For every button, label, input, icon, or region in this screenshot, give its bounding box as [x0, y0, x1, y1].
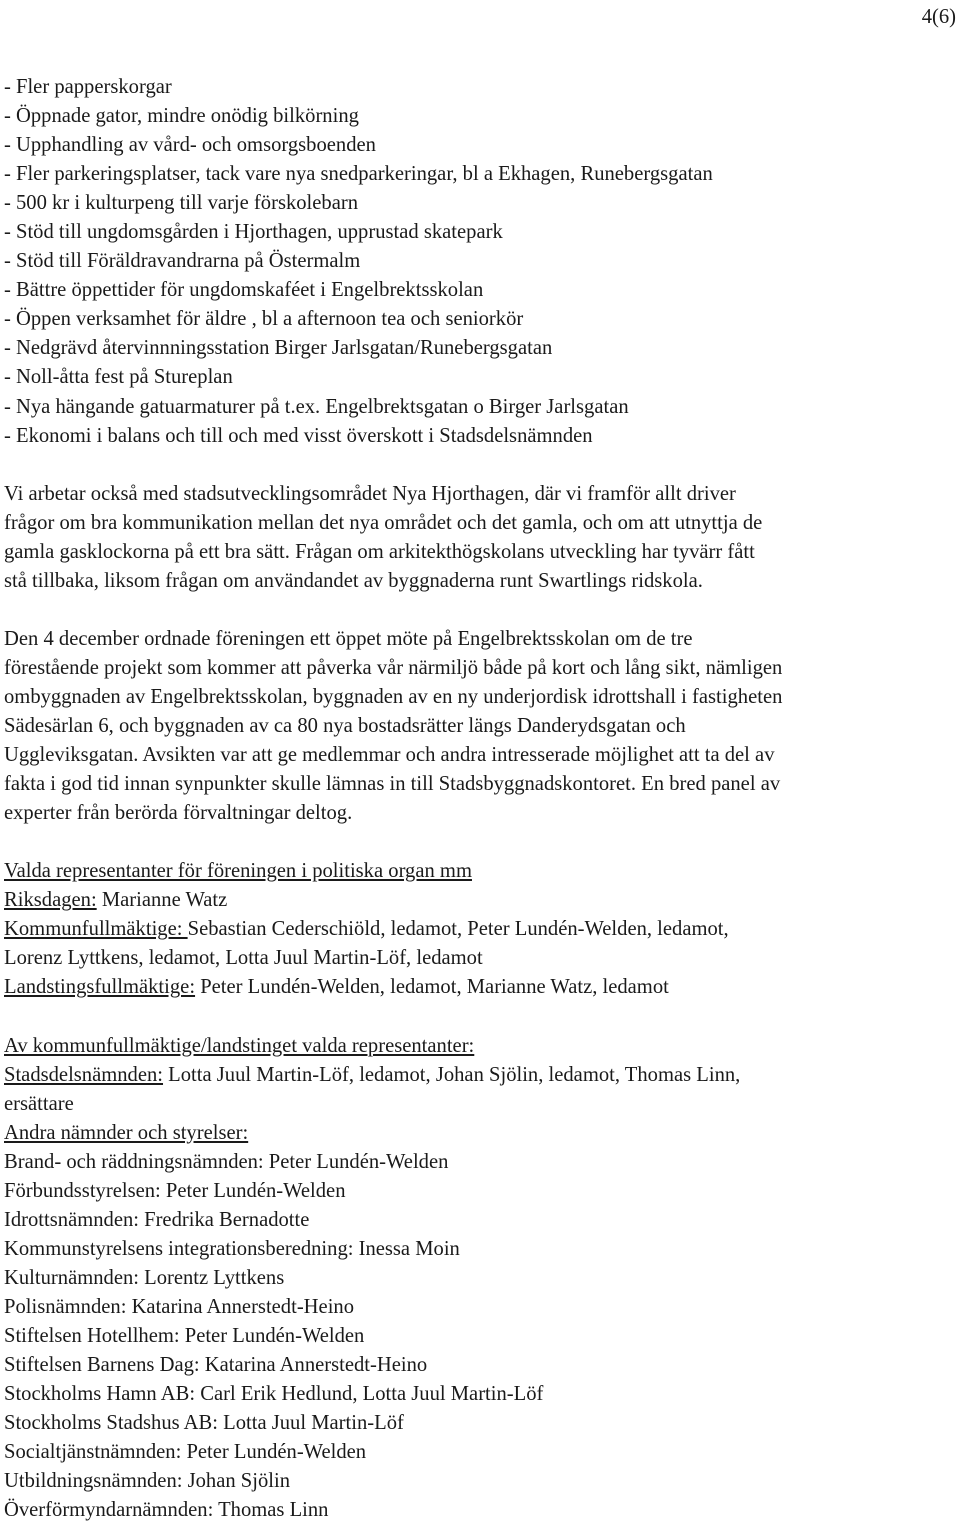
- list-item: - Bättre öppettider för ungdomskaféet i Engelbrektsskolan: [4, 279, 484, 302]
- section-heading: [4, 1032, 954, 1061]
- kommun-line: [4, 915, 954, 944]
- spacer: [4, 596, 954, 625]
- board-item: Polisnämnden: Katarina Annerstedt-Heino: [4, 1295, 355, 1318]
- board-item: Stiftelsen Barnens Dag: Katarina Annerstedt-Heino: [4, 1354, 428, 1377]
- board-item: Brand- och räddningsnämnden: Peter Lundén-Welden: [4, 1150, 449, 1173]
- list-item: - Fler papperskorgar: [4, 76, 172, 98]
- paragraph-line: Sädesärlan 6, och byggnaden av ca 80 nya bostadsrätter längs Danderydsgatan och: [4, 715, 686, 738]
- board-item: Utbildningsnämnden: Johan Sjölin: [4, 1470, 291, 1493]
- list-item: - Stöd till Föräldravandrarna på Östermalm: [4, 250, 361, 273]
- paragraph-line: förestående projekt som kommer att påverka vår närmiljö både på kort och lång sikt, nämligen: [4, 656, 783, 679]
- landsting-label: Landstingsfullmäktige:: [4, 976, 196, 999]
- board-item: Stockholms Hamn AB: Carl Erik Hedlund, Lotta Juul Martin-Löf: [4, 1383, 544, 1406]
- sdn-line: [4, 1061, 954, 1090]
- sdn-label: Stadsdelsnämnden:: [4, 1063, 164, 1086]
- paragraph-line: Den 4 december ordnade föreningen ett öppet möte på Engelbrektsskolan om de tre: [4, 627, 693, 650]
- paragraph-line: gamla gasklockorna på ett bra sätt. Frågan om arkitekthögskolans utveckling har tyvärr fått: [4, 540, 755, 563]
- board-item: Stiftelsen Hotellhem: Peter Lundén-Welden: [4, 1325, 365, 1348]
- list-item: - Öppnade gator, mindre onödig bilkörning: [4, 105, 359, 128]
- list-item: - Nya hängande gatuarmaturer på t.ex. Engelbrektsgatan o Birger Jarlsgatan: [4, 395, 629, 418]
- list-item: - Upphandling av vård- och omsorgsboenden: [4, 134, 376, 157]
- appointed-section: [4, 1032, 954, 1525]
- list-item: - Öppen verksamhet för äldre , bl a afternoon tea och seniorkör: [4, 308, 524, 331]
- sdn-line-2: ersättare: [4, 1092, 74, 1115]
- representatives-section: [4, 857, 954, 1002]
- page-number: 4(6): [921, 6, 956, 28]
- representatives-heading: Valda representanter för föreningen i politiska organ mm: [4, 860, 472, 883]
- landsting-value: Peter Lundén-Welden, ledamot, Marianne Watz, ledamot: [195, 976, 669, 999]
- list-item: - 500 kr i kulturpeng till varje förskolebarn: [4, 192, 359, 215]
- appointed-heading: Av kommunfullmäktige/landstinget valda representanter:: [4, 1034, 475, 1057]
- board-item: Förbundsstyrelsen: Peter Lundén-Welden: [4, 1179, 346, 1202]
- paragraph-line: fakta i god tid innan synpunkter skulle lämnas in till Stadsbyggnadskontoret. En bred panel av: [4, 773, 781, 796]
- other-boards-heading: Andra nämnder och styrelser:: [4, 1121, 249, 1144]
- landsting-line: [4, 973, 954, 1002]
- paragraph-line: Vi arbetar också med stadsutvecklingsområdet Nya Hjorthagen, där vi framför allt driver: [4, 482, 736, 505]
- document-body: [4, 73, 954, 1525]
- board-item: Överförmyndarnämnden: Thomas Linn: [4, 1499, 329, 1522]
- kommun-line-2: Lorenz Lyttkens, ledamot, Lotta Juul Martin-Löf, ledamot: [4, 947, 483, 970]
- paragraph-line: stå tillbaka, liksom frågan om användandet av byggnaderna runt Swartlings ridskola.: [4, 569, 703, 592]
- spacer: [4, 828, 954, 857]
- board-item: Kulturnämnden: Lorentz Lyttkens: [4, 1266, 285, 1289]
- spacer: [4, 1003, 954, 1032]
- paragraph-line: experter från berörda förvaltningar deltog.: [4, 802, 353, 825]
- riksdagen-value: Marianne Watz: [96, 889, 228, 912]
- section-heading: [4, 857, 954, 886]
- spacer: [4, 451, 954, 480]
- kommun-label: Kommunfullmäktige:: [4, 918, 188, 941]
- kommun-value: Sebastian Cederschiöld, ledamot, Peter Lundén-Welden, ledamot,: [187, 918, 729, 941]
- paragraph-hjorthagen: [4, 480, 954, 596]
- paragraph-meeting: [4, 625, 954, 828]
- list-item: - Ekonomi i balans och till och med visst överskott i Stadsdelsnämnden: [4, 424, 593, 447]
- paragraph-line: frågor om bra kommunikation mellan det nya området och det gamla, och om att utnyttja de: [4, 511, 763, 534]
- list-item: - Noll-åtta fest på Stureplan: [4, 366, 233, 389]
- achievements-list: [4, 73, 954, 451]
- board-item: Stockholms Stadshus AB: Lotta Juul Martin-Löf: [4, 1412, 404, 1435]
- paragraph-line: ombyggnaden av Engelbrektsskolan, byggnaden av en ny underjordisk idrottshall i fastigheten: [4, 685, 783, 708]
- list-item: - Fler parkeringsplatser, tack vare nya snedparkeringar, bl a Ekhagen, Runebergsgatan: [4, 163, 713, 186]
- riksdagen-line: [4, 886, 954, 915]
- section-heading: [4, 1119, 954, 1148]
- paragraph-line: Uggleviksgatan. Avsikten var att ge medlemmar och andra intresserade möjlighet att ta del av: [4, 744, 775, 767]
- board-item: Kommunstyrelsens integrationsberedning: Inessa Moin: [4, 1237, 460, 1260]
- sdn-value: Lotta Juul Martin-Löf, ledamot, Johan Sjölin, ledamot, Thomas Linn,: [163, 1063, 741, 1086]
- list-item: - Nedgrävd återvinnningsstation Birger Jarlsgatan/Runebergsgatan: [4, 337, 553, 360]
- list-item: - Stöd till ungdomsgården i Hjorthagen, upprustad skatepark: [4, 221, 503, 244]
- riksdagen-label: Riksdagen:: [4, 889, 97, 912]
- board-item: Socialtjänstnämnden: Peter Lundén-Welden: [4, 1441, 367, 1464]
- board-item: Idrottsnämnden: Fredrika Bernadotte: [4, 1208, 310, 1231]
